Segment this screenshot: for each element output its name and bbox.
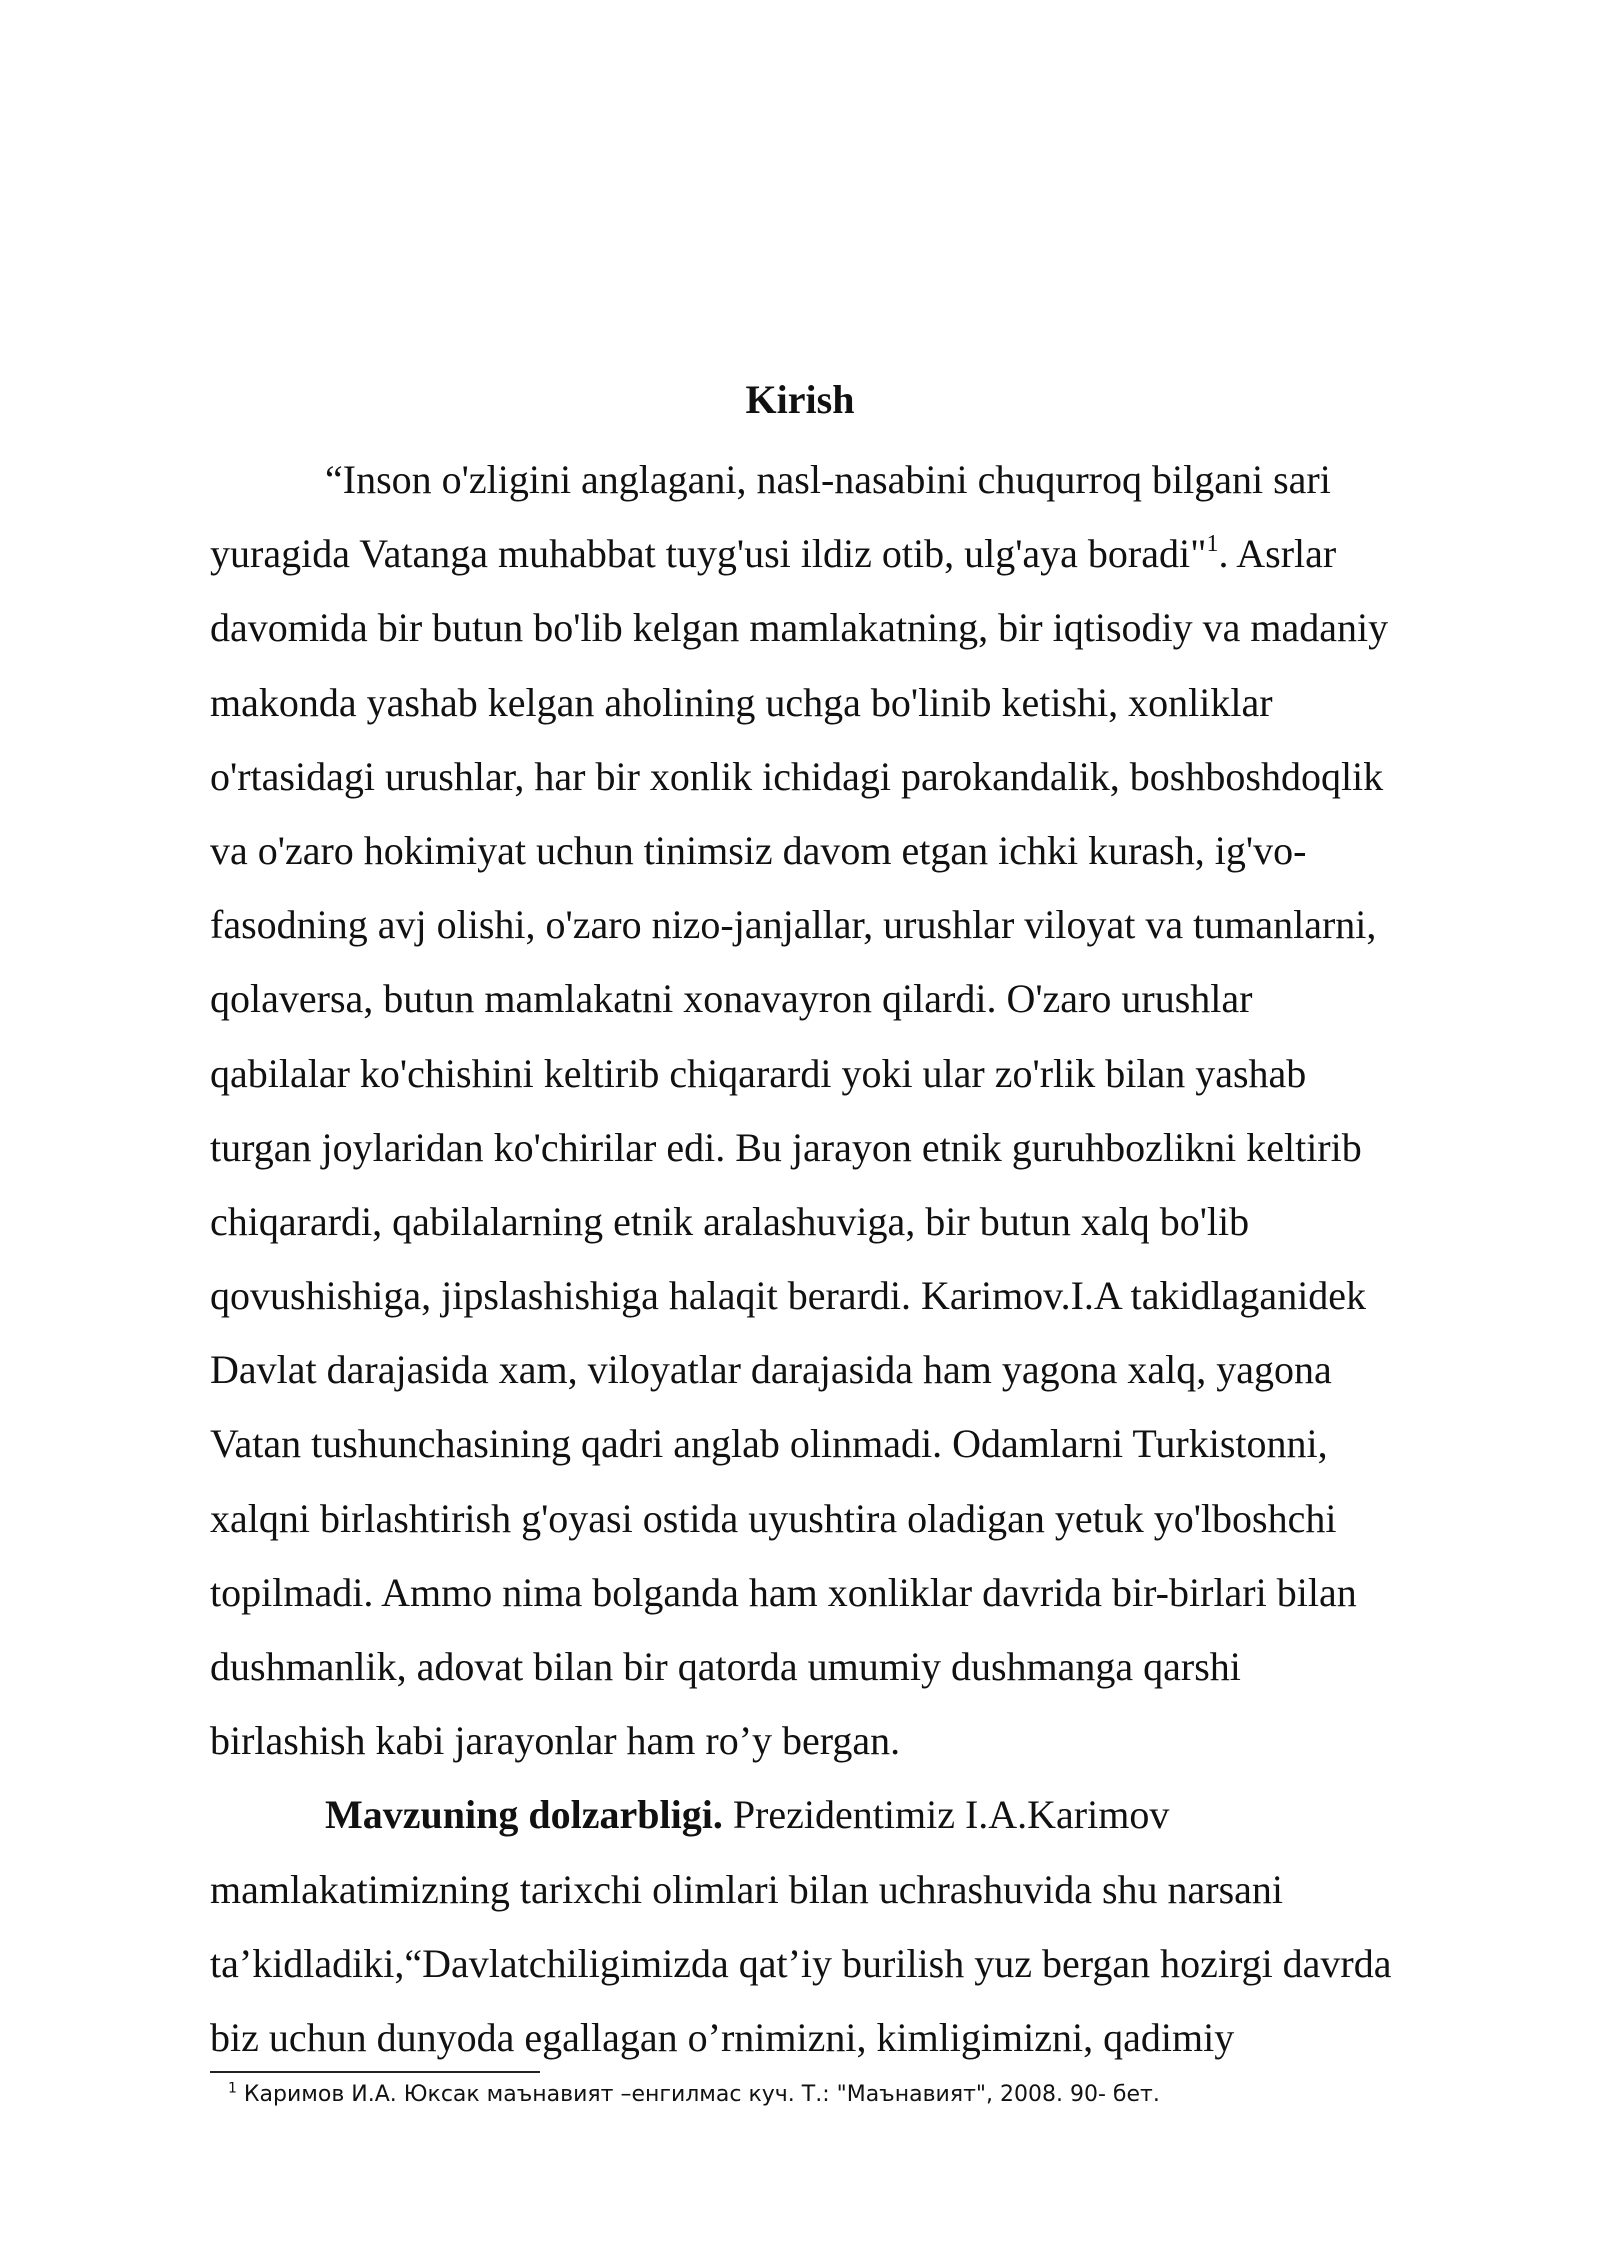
footnote-reference[interactable]: 1 <box>1206 530 1219 557</box>
text-line-tail: . Asrlar <box>1218 531 1337 577</box>
text-line: turgan joylaridan ko'chirilar edi. Bu jarayon etnik guruhbozlikni keltirib <box>210 1124 1362 1170</box>
text-line: biz uchun dunyoda egallagan o’rnimizni, kimligimizni, qadimiy <box>210 2014 1235 2060</box>
text-line: topilmadi. Ammo nima bolganda ham xonliklar davrida bir-birlari bilan <box>210 1569 1357 1615</box>
text-line: chiqarardi, qabilalarning etnik aralashuviga, bir butun xalq bo'lib <box>210 1198 1250 1244</box>
text-line: birlashish kabi jarayonlar ham ro’y bergan. <box>210 1718 901 1764</box>
text-line: makonda yashab kelgan aholining uchga bo'linib ketishi, xonliklar <box>210 679 1273 725</box>
text-line: qabilalar ko'chishini keltirib chiqarardi yoki ular zo'rlik bilan yashab <box>210 1050 1307 1096</box>
footnote-text: Каримов И.А. Юксак маънавият –енгилмас куч. Т.: "Маънавият", 2008. 90- бет. <box>236 2082 1160 2107</box>
footnote <box>228 2078 1160 2112</box>
text-line: Davlat darajasida xam, viloyatlar darajasida ham yagona xalq, yagona <box>210 1347 1332 1393</box>
text-line: qovushishiga, jipslashishiga halaqit berardi. Karimov.I.A takidlaganidek <box>210 1273 1367 1319</box>
text-line <box>210 517 1510 591</box>
text-line-content: Prezidentimiz I.A.Karimov <box>722 1792 1170 1838</box>
text-line: Vatan tushunchasining qadri anglab olinmadi. Odamlarni Turkistonni, <box>210 1421 1328 1467</box>
page-title: Kirish <box>745 377 855 422</box>
section-first-line <box>210 1778 1510 1852</box>
document-body <box>210 443 1510 2075</box>
text-line: mamlakatimizning tarixchi olimlari bilan uchrashuvida shu narsani <box>210 1866 1284 1912</box>
text-line: va o'zaro hokimiyat uchun tinimsiz davom etgan ichki kurash, ig'vo- <box>210 827 1307 873</box>
text-line: davomida bir butun bo'lib kelgan mamlakatning, bir iqtisodiy va madaniy <box>210 605 1389 651</box>
text-line: fasodning avj olishi, o'zaro nizo-janjallar, urushlar viloyat va tumanlarni, <box>210 902 1377 948</box>
text-line: xalqni birlashtirish g'oyasi ostida uyushtira oladigan yetuk yo'lboshchi <box>210 1495 1337 1541</box>
text-line: o'rtasidagi urushlar, har bir xonlik ichidagi parokandalik, boshboshdoqlik <box>210 753 1384 799</box>
text-line: “Inson o'zligini anglagani, nasl-nasabini chuqurroq bilgani sari <box>325 457 1331 502</box>
text-line: qolaversa, butun mamlakatni xonavayron qilardi. O'zaro urushlar <box>210 976 1253 1022</box>
footnote-number: 1 <box>228 2080 237 2097</box>
text-line: dushmanlik, adovat bilan bir qatorda umumiy dushmanga qarshi <box>210 1644 1241 1689</box>
footnote-separator <box>210 2071 540 2073</box>
text-line: ta’kidladiki,“Davlatchiligimizda qat’iy burilish yuz bergan hozirgi davrda <box>210 1940 1392 1986</box>
text-line-content: yuragida Vatanga muhabbat tuyg'usi ildiz otib, ulg'aya boradi" <box>210 531 1207 577</box>
section-heading: Mavzuning dolzarbligi. <box>325 1792 723 1838</box>
